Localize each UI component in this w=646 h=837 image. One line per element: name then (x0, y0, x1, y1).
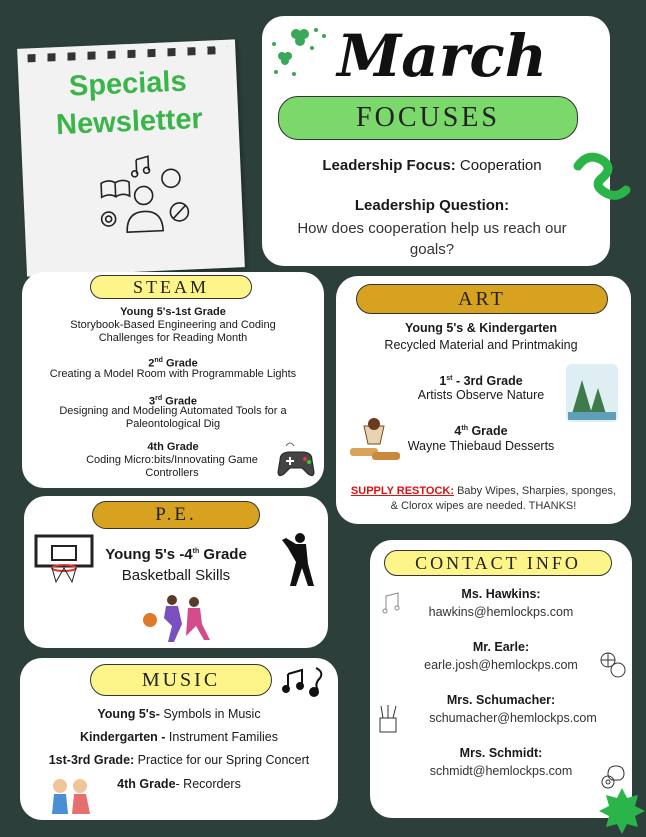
art-g13-sup: st (446, 375, 453, 382)
march-card (262, 16, 610, 266)
march-title: March (337, 22, 547, 90)
art-card (336, 276, 631, 524)
steam-g2-num: 2 (148, 357, 155, 370)
basketball-player-icon (278, 532, 318, 594)
restock-text: Baby Wipes, Sharpies, sponges, & Clorox wipes are needed. THANKS! (390, 485, 617, 512)
newsletter-title-line2: Newsletter (55, 102, 204, 142)
contact-banner: CONTACT INFO (384, 550, 612, 576)
newsletter-title-line1: Specials (68, 65, 188, 103)
steam-g1-text: Storybook-Based Engineering and Coding Challenges for Reading Month (70, 319, 276, 344)
music-symbol-icon (382, 590, 406, 616)
steam-g4-text: Coding Micro:bits/Innovating Game Controllers (86, 454, 258, 479)
contact-1-email[interactable]: hawkins@hemlockps.com (428, 605, 574, 619)
contact-3-email[interactable]: schumacher@hemlockps.com (429, 711, 597, 725)
music-card (20, 658, 338, 820)
leadership-focus-value: Cooperation (459, 157, 542, 174)
music-line4-bold: 4th Grade (117, 777, 176, 791)
steam-banner: STEAM (90, 275, 252, 299)
music-line1-bold: Young 5's- (97, 707, 160, 721)
music-line4-text: - Recorders (175, 777, 241, 791)
book-icon (101, 180, 130, 197)
leadership-focus-label: Leadership Focus: (322, 157, 456, 174)
pe-grade-a: Young 5's -4 (105, 546, 193, 563)
steam-g3-text: Designing and Modeling Automated Tools for a Paleontological Dig (59, 405, 287, 430)
ball-icon (162, 169, 181, 188)
art-g4-rest: Grade (467, 424, 508, 439)
binder-holes (27, 46, 227, 63)
contact-4-email[interactable]: schmidt@hemlockps.com (429, 764, 573, 778)
leadership-question-text: How does cooperation help us reach our goals? (297, 220, 567, 258)
art-banner: ART (356, 284, 608, 314)
contact-3-name: Mrs. Schumacher: (446, 693, 556, 707)
pe-banner: P.E. (92, 501, 260, 529)
music-line3-text: Practice for our Spring Concert (134, 753, 310, 767)
art-g4-num: 4 (454, 424, 462, 439)
music-banner: MUSIC (90, 664, 272, 696)
focuses-banner: FOCUSES (278, 96, 578, 140)
art-restock (346, 484, 621, 514)
pe-card (24, 496, 328, 648)
gear-icon (101, 212, 116, 227)
student-head-icon (134, 186, 153, 205)
art-k-text: Recycled Material and Printmaking (384, 338, 578, 352)
contact-4-name: Mrs. Schmidt: (459, 746, 543, 760)
art-g13-b: - 3rd Grade (452, 374, 523, 389)
sports-balls-icon (598, 650, 628, 680)
contact-card (370, 540, 632, 818)
student-icons (92, 147, 206, 242)
art-g4-sup: th (461, 425, 468, 432)
pe-grade-sup: th (192, 548, 200, 555)
music-line2-bold: Kindergarten - (80, 730, 166, 744)
art-g13-text: Artists Observe Nature (417, 388, 545, 402)
pe-text: Basketball Skills (121, 567, 231, 584)
music-line2-text: Instrument Families (165, 730, 278, 744)
nature-landscape-icon (564, 362, 620, 424)
contact-1-name: Ms. Hawkins: (461, 587, 541, 601)
art-g4-grade (336, 421, 626, 439)
leadership-question-label: Leadership Question: (354, 197, 510, 214)
green-star-burst-icon (598, 786, 646, 837)
music-line3-bold: 1st-3rd Grade: (48, 753, 135, 767)
music-line2 (20, 730, 338, 744)
steam-g3-num: 3 (149, 395, 156, 408)
steam-g2-rest: Grade (162, 357, 198, 370)
contact-2-email[interactable]: earle.josh@hemlockps.com (424, 658, 578, 672)
contact-2-name: Mr. Earle: (472, 640, 530, 654)
pe-grade (84, 546, 268, 563)
music-note-icon (136, 156, 149, 174)
steam-g3-sup: rd (155, 395, 163, 402)
leadership-focus (262, 157, 602, 174)
music-line1 (20, 707, 338, 721)
art-g13-a: 1 (439, 374, 447, 389)
music-notes-icon (282, 664, 332, 698)
art-k-grade: Young 5's & Kindergarten (404, 321, 558, 335)
music-line1-text: Symbols in Music (159, 707, 261, 721)
steam-g2-sup: nd (154, 357, 163, 364)
newsletter-paper (17, 39, 245, 276)
green-squiggle-icon (572, 148, 632, 204)
steam-g2-text: Creating a Model Room with Programmable Lights (49, 368, 297, 380)
restock-label: SUPPLY RESTOCK: (350, 485, 455, 497)
kids-playing-icon (142, 592, 214, 644)
art-supplies-icon (376, 704, 400, 734)
game-controller-icon (274, 440, 318, 480)
steam-g4-grade: 4th Grade (147, 441, 199, 453)
steam-card (22, 272, 324, 488)
art-g4-text: Wayne Thiebaud Desserts (407, 439, 555, 453)
kids-singing-icon (46, 776, 96, 818)
pe-grade-b: Grade (199, 546, 247, 563)
music-line3 (20, 753, 338, 767)
steam-g3-rest: Grade (162, 395, 197, 408)
steam-g1-grade: Young 5's-1st Grade (120, 306, 226, 318)
